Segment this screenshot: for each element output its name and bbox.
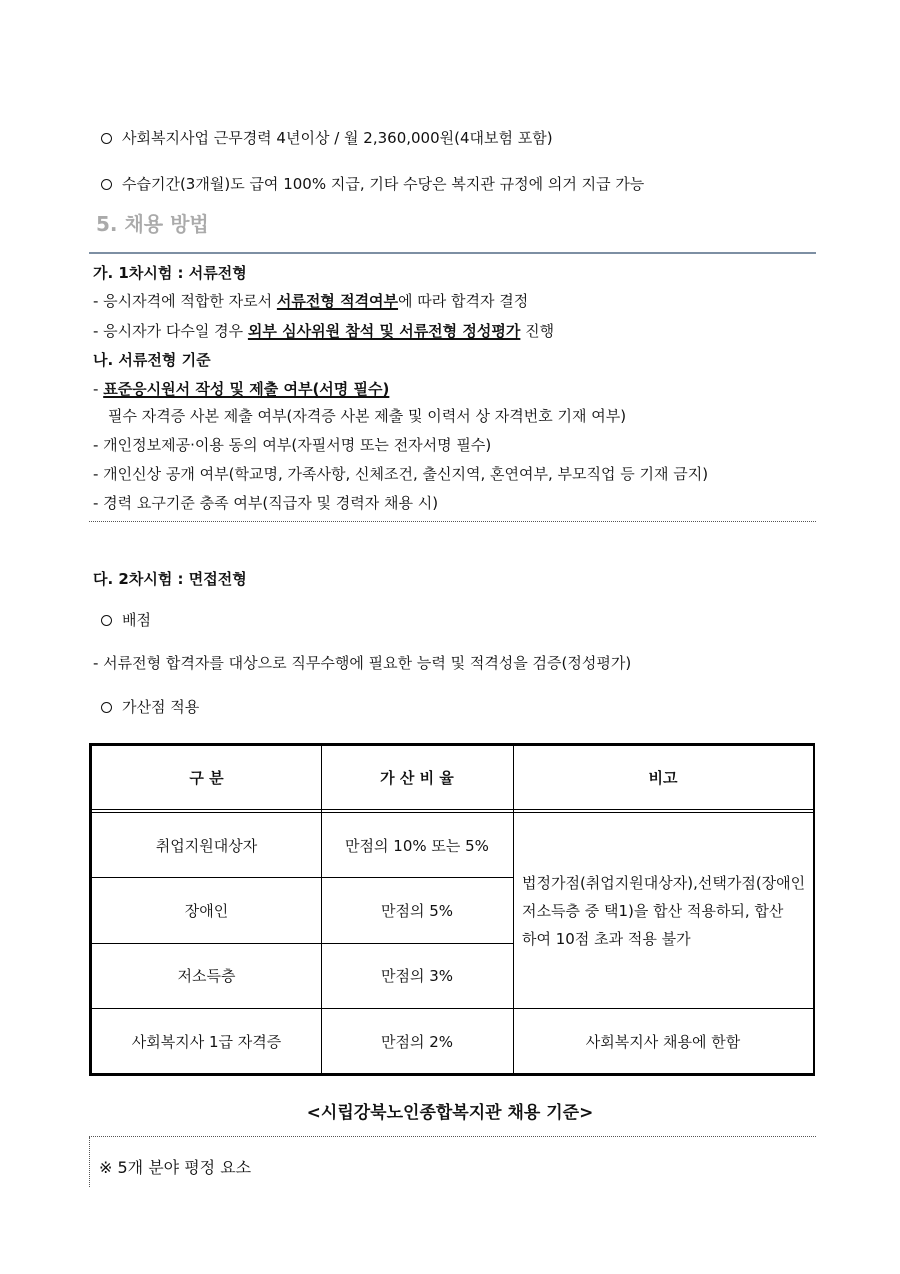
- table-grid-line: [513, 746, 514, 1074]
- section-heading: 5. 채용 방법: [96, 212, 209, 236]
- table-cell-category: 저소득층: [177, 967, 236, 985]
- salary-item: 사회복지사업 근무경력 4년이상 / 월 2,360,000원(4대보험 포함): [101, 128, 553, 148]
- table-cell-category: 장애인: [184, 901, 229, 920]
- dotted-divider: [89, 521, 816, 522]
- table-cell-category: 사회복지사 1급 자격증: [131, 1032, 282, 1051]
- table-header-remark: 비고: [648, 769, 678, 787]
- interview-title: 다. 2차시험 : 면접전형: [93, 570, 247, 588]
- scoring-description: - 서류전형 합격자를 대상으로 직무수행에 필요한 능력 및 적격성을 검증(정성평가): [93, 654, 632, 672]
- criteria-item-1: - 표준응시원서 작성 및 제출 여부(서명 필수): [93, 380, 390, 398]
- dotted-box-edge: [89, 1137, 90, 1187]
- section-divider: [89, 252, 816, 254]
- dotted-divider: [89, 1136, 816, 1137]
- table-grid-line: [92, 943, 513, 944]
- table-cell-ratio: 만점의 5%: [380, 901, 454, 920]
- evaluation-note: ※ 5개 분야 평정 요소: [99, 1158, 252, 1177]
- circle-bullet-icon: [101, 615, 112, 626]
- circle-bullet-icon: [101, 133, 112, 144]
- table-grid-line: [321, 746, 322, 1074]
- table-cell-remark-merged: 법정가점(취업지원대상자),선택가점(장애인 저소득층 중 택1)을 합산 적용하되, 합산 하여 10점 초과 적용 불가: [522, 873, 806, 948]
- table-grid-line: [92, 877, 513, 878]
- table-cell-remark: 사회복지사 채용에 한함: [585, 1032, 741, 1051]
- criteria-item-3: - 개인신상 공개 여부(학교명, 가족사항, 신체조건, 출신지역, 혼연여부, 부모직업 등 기재 금지): [93, 465, 709, 483]
- scoring-item: 배점: [101, 610, 151, 630]
- first-exam-line2: - 응시자가 다수일 경우 외부 심사위원 참석 및 서류전형 정성평가 진행: [93, 322, 555, 340]
- table-cell-ratio: 만점의 3%: [380, 967, 454, 985]
- table-cell-ratio: 만점의 2%: [380, 1032, 454, 1051]
- screening-criteria-title: 나. 서류전형 기준: [93, 351, 211, 369]
- table-header-category: 구 분: [189, 769, 224, 787]
- first-exam-line1: - 응시자격에 적합한 자로서 서류전형 적격여부에 따라 합격자 결정: [93, 292, 529, 310]
- table-caption: <시립강북노인종합복지관 채용 기준>: [306, 1103, 594, 1123]
- criteria-item-4: - 경력 요구기준 충족 여부(직급자 및 경력자 채용 시): [93, 494, 439, 512]
- criteria-item-2: - 개인정보제공·이용 동의 여부(자필서명 또는 전자서명 필수): [93, 436, 492, 454]
- circle-bullet-icon: [101, 702, 112, 713]
- bonus-item: 가산점 적용: [101, 697, 199, 717]
- criteria-item-1-cont: 필수 자격증 사본 제출 여부(자격증 사본 제출 및 이력서 상 자격번호 기재 여부): [108, 407, 627, 425]
- circle-bullet-icon: [101, 179, 112, 190]
- table-cell-ratio: 만점의 10% 또는 5%: [345, 836, 489, 855]
- first-exam-title: 가. 1차시험 : 서류전형: [93, 264, 247, 282]
- table-header-ratio: 가 산 비 율: [380, 769, 454, 787]
- bonus-points-table: [89, 743, 815, 1076]
- probation-item: 수습기간(3개월)도 급여 100% 지급, 기타 수당은 복지관 규정에 의거 지급 가능: [101, 174, 644, 194]
- table-grid-line: [92, 1008, 813, 1009]
- table-cell-category: 취업지원대상자: [155, 836, 258, 855]
